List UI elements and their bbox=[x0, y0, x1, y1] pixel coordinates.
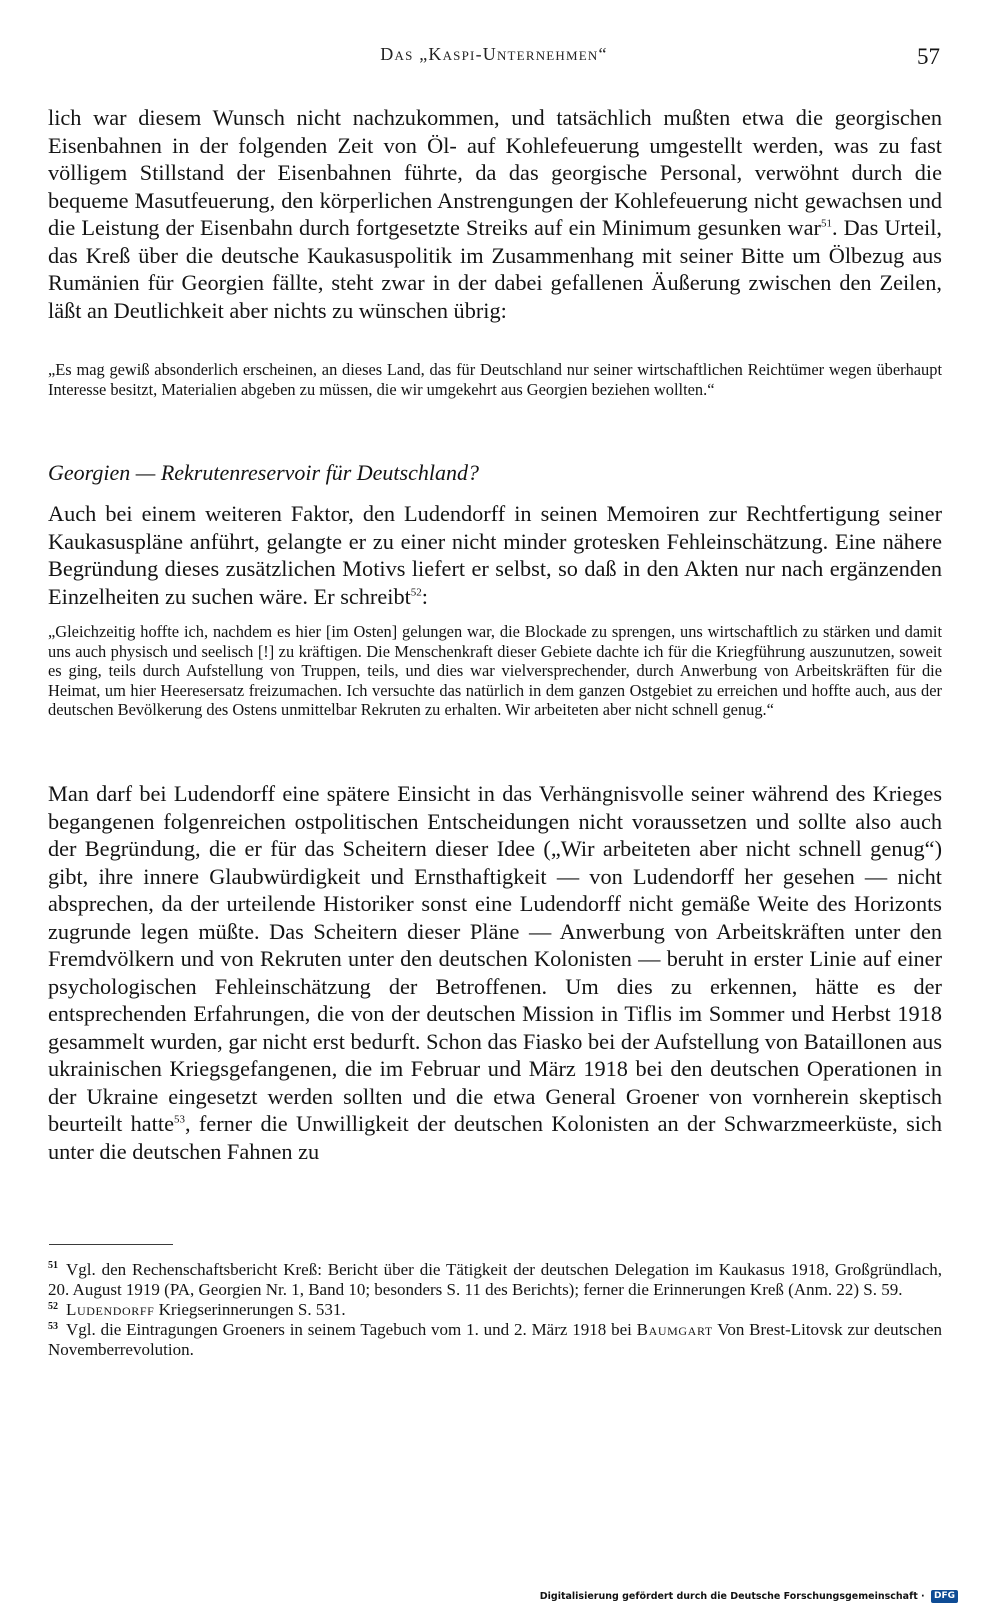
footnote-53-text: Vgl. die Eintragungen Groeners in seinem Tagebuch vom 1. und 2. März 1918 bei bbox=[66, 1320, 637, 1340]
paragraph-2-text-a: Auch bei einem weiteren Faktor, den Ludendorff in seinen Memoiren zur Rechtfertigung seiner Kaukasuspläne anführt, gelangte er zu einer nicht minder grotesken Fehleinschätzung. Eine nähere Begründung dieses zusätzlichen Motivs liefert er selbst, so daß in den Akten nur nach ergänzenden Einzelheiten zu suchen wäre. Er schreibt bbox=[48, 501, 942, 609]
footnote-51-number: 51 bbox=[48, 1260, 58, 1272]
page-number: 57 bbox=[917, 44, 940, 69]
footnote-53-number: 53 bbox=[48, 1320, 58, 1332]
paragraph-1-text-a: lich war diesem Wunsch nicht nachzukommen, und tatsächlich mußten etwa die georgischen Eisenbahnen in der folgenden Zeit von Öl- auf Kohlefeuerung umgestellt werden, was zu fast völligem Stillstand der Eisenbahnen führte, da das georgische Personal, verwöhnt durch die bequeme Masutfeuerung, den körperlichen Anstrengungen der Kohlefeuerung nicht gewachsen und die Leistung der Eisenbahn durch fortgesetzte Streiks auf ein Minimum gesunken war bbox=[48, 105, 942, 240]
paragraph-3 bbox=[48, 780, 942, 1165]
running-title: Das „Kaspi-Unternehmen“ bbox=[380, 44, 608, 64]
footnote-52-author: Ludendorff bbox=[66, 1300, 155, 1320]
section-heading-block bbox=[48, 460, 942, 486]
block-quote-2 bbox=[48, 622, 942, 720]
paragraph-1 bbox=[48, 104, 942, 324]
footnote-52-number: 52 bbox=[48, 1300, 58, 1312]
footnote-53 bbox=[48, 1320, 942, 1360]
footnote-divider bbox=[49, 1244, 173, 1245]
paragraph-2-text-b: : bbox=[421, 583, 428, 609]
block-quote-2-text: „Gleichzeitig hoffte ich, nachdem es hier [im Osten] gelungen war, die Blockade zu sprengen, uns wirtschaftlich zu stärken und damit uns auch physisch und seelisch [!] zu kräftigen. Die Menschenkraft dieser Gebiete dachte ich für die Kriegführung auszunutzen, soweit es ging, teils durch Aufstellung von Truppen, teils, und dies war vielversprechender, durch Anwerbung von Arbeitskräften für die Heimat, um hier Heeresersatz freizumachen. Ich versuchte das natürlich in dem ganzen Ostgebiet zu erreichen und hoffte auch, aus der deutschen Bevölkerung des Ostens unmittelbar Rekruten zu erhalten. Wir arbeiteten aber nicht schnell genug.“ bbox=[48, 622, 942, 720]
section-heading: Georgien — Rekrutenreservoir für Deutschland? bbox=[48, 460, 479, 485]
footnote-ref-51: 51 bbox=[820, 217, 832, 230]
footnote-51-text: Vgl. den Rechenschaftsbericht Kreß: Bericht über die Tätigkeit der deutschen Delegation im Kaukasus 1918, Großgründlach, 20. August 1919 (PA, Georgien Nr. 1, Band 10; besonders S. 11 des Berichts); ferner die Erinnerungen Kreß (Anm. 22) S. 59. bbox=[48, 1260, 942, 1300]
footnote-52 bbox=[48, 1300, 942, 1320]
footnote-ref-52: 52 bbox=[410, 586, 422, 599]
paragraph-1-text-b: . Das Urteil, das Kreß über die deutsche Kaukasuspolitik im Zusammenhang mit seiner Bitte um Ölbezug aus Rumänien für Georgien fällte, steht zwar in der dabei gefallenen Äußerung zwischen den Zeilen, läßt an Deutlichkeit aber nichts zu wünschen übrig: bbox=[48, 215, 942, 323]
dfg-logo: DFG bbox=[931, 1590, 958, 1603]
footnote-51 bbox=[48, 1260, 942, 1300]
paragraph-3-text-a: Man darf bei Ludendorff eine spätere Einsicht in das Verhängnisvolle seiner während des Krieges begangenen folgenreichen ostpolitischen Entscheidungen nicht voraussetzen und sollte also auch der Begründung, die er für das Scheitern dieser Idee („Wir arbeiteten aber nicht schnell genug“) gibt, ihre innere Glaubwürdigkeit und Ernsthaftigkeit — von Ludendorff her gesehen — nicht absprechen, da der urteilende Historiker sonst eine Ludendorff nicht gemäße Weite des Horizonts zugrunde legen müßte. Das Scheitern dieser Pläne — Anwerbung von Arbeitskräften unter den Fremdvölkern und von Rekruten unter den deutschen Kolonisten — beruht in erster Linie auf einer psychologischen Fehleinschätzung der Betroffenen. Um dies zu erkennen, hätte es der entsprechenden Erfahrungen, die von der deutschen Mission in Tiflis im Sommer und Herbst 1918 gesammelt wurden, gar nicht erst bedurft. Schon das Fiasko bei der Aufstellung von Bataillonen aus ukrainischen Kriegsgefangenen, die im Februar und März 1918 bei den deutschen Operationen in der Ukraine eingesetzt werden sollten und die etwa General Groener von vornherein skeptisch beurteilt hatte bbox=[48, 781, 942, 1136]
footnote-53-tail: Von Brest-Litovsk zur deutschen Novemberrevolution. bbox=[48, 1320, 943, 1360]
digitization-credit-text: Digitalisierung gefördert durch die Deutsche Forschungsgemeinschaft · bbox=[539, 1591, 925, 1602]
digitization-credit bbox=[540, 1590, 958, 1603]
footnote-53-author: Baumgart bbox=[636, 1320, 713, 1340]
footnote-ref-53: 53 bbox=[173, 1113, 185, 1126]
block-quote-1 bbox=[48, 360, 942, 399]
running-header bbox=[48, 44, 940, 74]
footnotes bbox=[48, 1260, 942, 1360]
block-quote-1-text: „Es mag gewiß absonderlich erscheinen, an dieses Land, das für Deutschland nur seiner wirtschaftlichen Reichtümer wegen überhaupt Interesse besitzt, Materialien abgeben zu müssen, die wir umgekehrt aus Georgien beziehen wollten.“ bbox=[48, 360, 942, 399]
footnote-52-text: Kriegserinnerungen S. 531. bbox=[154, 1300, 346, 1320]
paragraph-3-text-b: , ferner die Unwilligkeit der deutschen Kolonisten an der Schwarzmeerküste, sich unter die deutschen Fahnen zu bbox=[48, 1111, 942, 1164]
paragraph-2 bbox=[48, 500, 942, 610]
